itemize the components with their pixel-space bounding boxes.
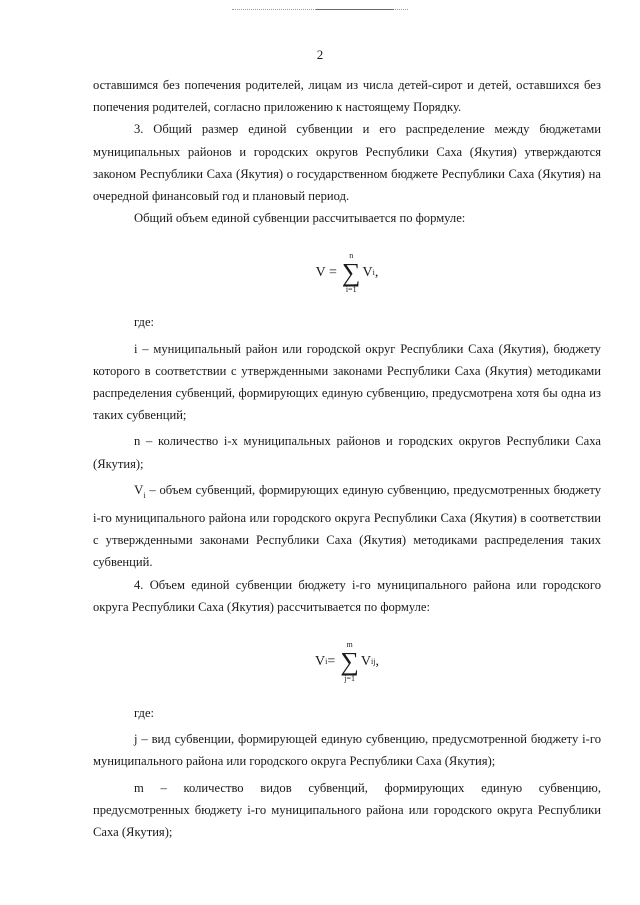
definition-vi-text: – объем субвенций, формирующих единую субвенцию, предусмотренных бюджету i-го муниципального района или городского округа Республики Саха (Якутия) в соответствии с утвержденными законами Республики Саха (Якутия) методиками распределения таких субвенций. (93, 482, 601, 570)
symbol-v-sub: i (143, 490, 146, 500)
paragraph-section-4: 4. Объем единой субвенции бюджету i-го муниципального района или городского округа Республики Саха (Якутия) рассчитывается по формуле: (93, 577, 601, 614)
formula1-upper-limit: n (349, 251, 354, 261)
symbol-v: V (134, 481, 144, 497)
definition-i (93, 338, 601, 427)
formula-total-subvention (93, 243, 601, 303)
header-scan-line-dark (316, 9, 394, 10)
formula1-lower-limit: i=1 (345, 285, 357, 295)
symbol-m: m (134, 780, 144, 795)
formula2-term: V (360, 653, 371, 669)
definition-m (93, 777, 601, 844)
document-body (93, 74, 601, 843)
formula2-upper-limit: m (346, 640, 353, 650)
definition-i-text: – муниципальный район или городской округ Республики Саха (Якутия), бюджету которого в соответствии с утвержденными законами Республики Саха (Якутия) методиками распределения субвенций, формирующих единую субвенцию, предусмотрена хотя бы одна из таких субвенций; (93, 341, 601, 423)
symbol-j: j (134, 732, 138, 747)
formula2-eq: = (327, 653, 336, 669)
formula1-tail: , (374, 265, 379, 281)
definition-m-text: – количество видов субвенций, формирующих единую субвенцию, предусмотренных бюджету i-го муниципального района или городского округа Республики Саха (Якутия); (93, 780, 601, 840)
formula1-term-sub: i (372, 268, 375, 278)
definition-n-text: – количество i-х муниципальных районов и городских округов Республики Саха (Якутия); (93, 434, 601, 471)
where-label-1: где: (134, 315, 155, 330)
formula1-lhs: V = (315, 265, 337, 281)
symbol-i: i (134, 341, 138, 356)
formula1-term: V (362, 265, 373, 281)
symbol-n: n (134, 434, 141, 449)
formula2-sum (340, 641, 359, 683)
paragraph-section-3: 3. Общий размер единой субвенции и его распределение между бюджетами муниципальных районов и городских округов Республики Саха (Якутия) утверждаются законом Республики Саха (Якутия) о государственном бюджете Республики Саха (Якутия) на очередной финансовый год и плановый период. (93, 122, 601, 204)
formula2-tail: , (375, 653, 379, 669)
definition-j-text: – вид субвенции, формирующей единую субвенцию, предусмотренной бюджету i-го муниципального района или городского округа Республики Саха (Якутия); (93, 732, 601, 769)
formula1-sum (342, 252, 361, 294)
paragraph-formula-intro: Общий объем единой субвенции рассчитывается по формуле: (134, 211, 466, 226)
formula2-lower-limit: j=1 (344, 674, 355, 684)
formula2-sigma: ∑ (340, 647, 359, 677)
where-label-2: где: (134, 706, 155, 721)
definition-n (93, 430, 601, 474)
formula2-lhs: V (315, 653, 326, 669)
formula-municipal-subvention (93, 632, 601, 692)
paragraph-continuation: оставшимся без попечения родителей, лицам из числа детей-сирот и детей, оставшихся без попечения родителей, согласно приложению к настоящему Порядку. (93, 78, 601, 115)
definition-vi (93, 479, 601, 574)
formula2-lhs-sub: i (325, 656, 328, 666)
page-number: 2 (316, 47, 324, 62)
formula2-term-sub: ij (370, 656, 376, 666)
formula1-sigma: ∑ (341, 258, 361, 288)
definition-j (93, 728, 601, 772)
